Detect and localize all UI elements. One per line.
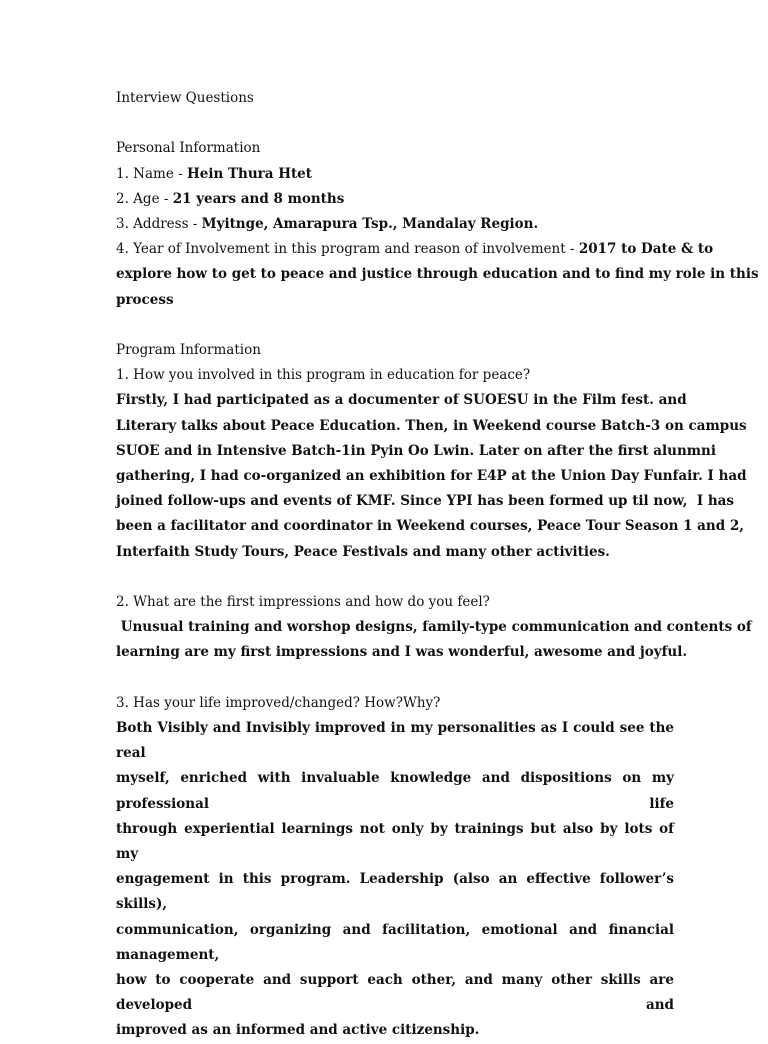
answer-1-line: SUOE and in Intensive Batch-1in Pyin Oo Lwin. Later on after the first alunmni <box>116 442 717 459</box>
answer-1-line: Firstly, I had participated as a documenter of SUOESU in the Film fest. and <box>116 392 687 409</box>
answer-3 <box>116 716 674 1044</box>
spacer <box>116 111 674 136</box>
answer-2-line: Unusual training and worshop designs, family-type communication and contents of <box>116 619 752 636</box>
involvement-value-1: 2017 to Date & to <box>578 241 714 258</box>
age-line <box>116 187 674 212</box>
name-value: Hein Thura Htet <box>186 165 313 182</box>
answer-3-line: Both Visibly and Invisibly improved in my personalities as I could see the real <box>116 720 674 762</box>
answer-3-line: how to cooperate and support each other, and many other skills are developed and <box>116 972 674 1014</box>
answer-1-line: gathering, I had co-organized an exhibition for E4P at the Union Day Funfair. I had <box>116 468 747 485</box>
age-label: 2. Age - <box>116 190 173 207</box>
involvement-line-2: explore how to get to peace and justice through education and to find my role in this <box>116 266 759 283</box>
age-value: 21 years and 8 months <box>172 190 345 207</box>
spacer <box>116 565 674 590</box>
question-1: 1. How you involved in this program in education for peace? <box>116 367 531 384</box>
program-info-heading: Program Information <box>116 342 261 358</box>
answer-1-line: Interfaith Study Tours, Peace Festivals and many other activities. <box>116 543 610 560</box>
involvement-line-1 <box>116 237 714 262</box>
address-value: Myitnge, Amarapura Tsp., Mandalay Region. <box>201 216 539 232</box>
involvement-line-3: process <box>116 291 174 308</box>
answer-3-line: communication, organizing and facilitation, emotional and financial management, <box>116 921 674 963</box>
address-label: 3. Address - <box>116 216 202 232</box>
name-label: 1. Name - <box>116 165 187 182</box>
document-title: Interview Questions <box>116 90 254 106</box>
question-3: 3. Has your life improved/changed? How?Why? <box>116 694 441 711</box>
involvement-label: 4. Year of Involvement in this program and reason of involvement - <box>116 241 579 258</box>
answer-1 <box>116 388 747 564</box>
answer-3-line: improved as an informed and active citizenship. <box>116 1022 480 1039</box>
answer-3-line: through experiential learnings not only by trainings but also by lots of my <box>116 820 674 863</box>
answer-2-line: learning are my first impressions and I was wonderful, awesome and joyful. <box>116 644 688 661</box>
spacer <box>116 313 674 338</box>
answer-3-line: myself, enriched with invaluable knowledge and dispositions on my professional life <box>116 770 674 812</box>
address-line <box>116 212 674 237</box>
answer-2 <box>116 615 752 665</box>
answer-3-line: engagement in this program. Leadership (also an effective follower’s skills), <box>116 871 674 913</box>
answer-1-line: been a facilitator and coordinator in Weekend courses, Peace Tour Season 1 and 2, <box>116 518 744 535</box>
answer-1-line: joined follow-ups and events of KMF. Since YPI has been formed up til now, I has <box>116 493 735 510</box>
spacer <box>116 666 674 691</box>
answer-1-line: Literary talks about Peace Education. Then, in Weekend course Batch-3 on campus <box>116 417 747 434</box>
name-line <box>116 162 674 187</box>
question-2: 2. What are the first impressions and how do you feel? <box>116 594 490 611</box>
personal-info-heading: Personal Information <box>116 140 261 157</box>
